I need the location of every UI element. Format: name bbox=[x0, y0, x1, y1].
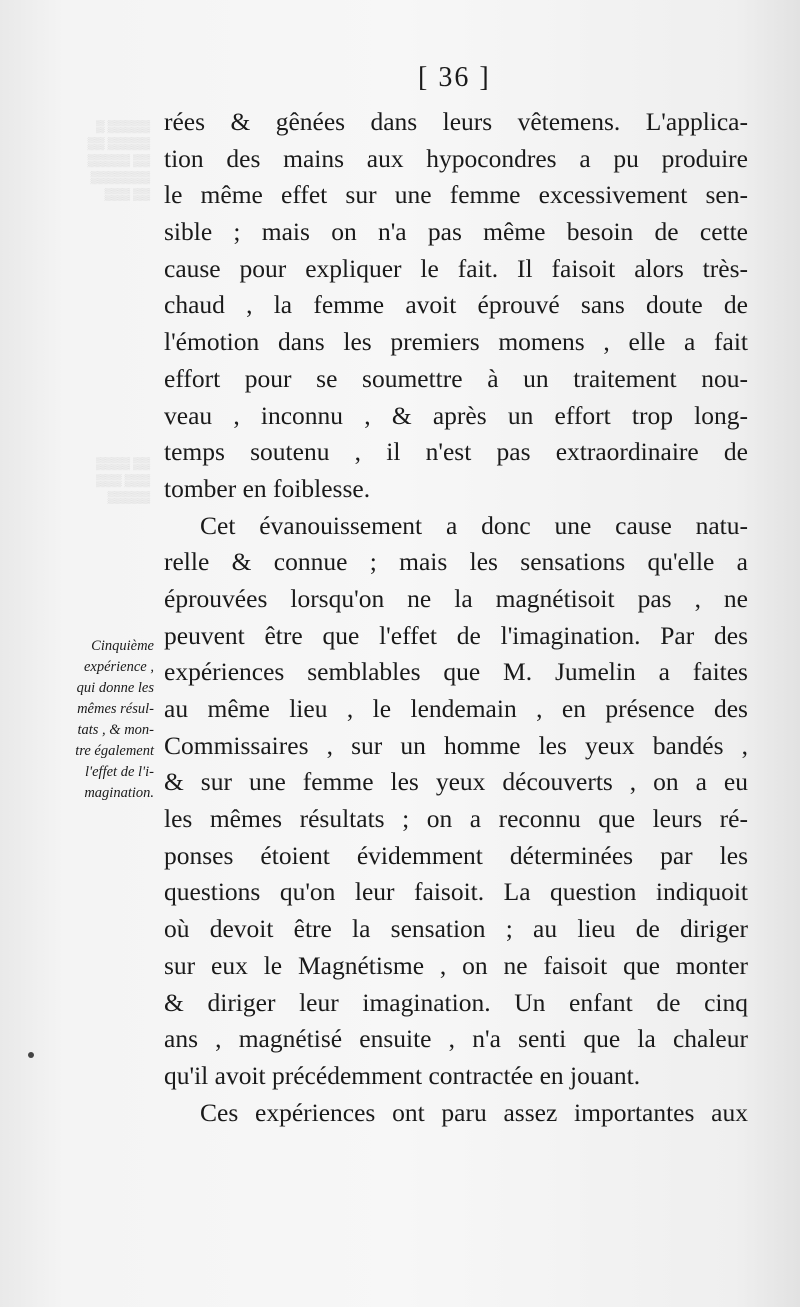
text-line: le même effet sur une femme excessivement sen- bbox=[164, 180, 748, 210]
text-line: effort pour se soumettre à un traitement nou- bbox=[164, 363, 748, 393]
text-line: peuvent être que l'effet de l'imagination. Par des bbox=[164, 620, 748, 650]
text-line: chaud , la femme avoit éprouvé sans doute de bbox=[164, 290, 748, 320]
text-line: Commissaires , sur un homme les yeux bandés , bbox=[164, 730, 748, 760]
text-line-paragraph-end: qu'il avoit précédemment contractée en jouant. bbox=[164, 1060, 641, 1090]
text-line: & diriger leur imagination. Un enfant de cinq bbox=[164, 987, 748, 1017]
margin-note bbox=[62, 636, 154, 804]
margin-note-line: magination. bbox=[84, 785, 154, 801]
text-line: sible ; mais on n'a pas même besoin de cette bbox=[164, 217, 748, 247]
text-line: l'émotion dans les premiers momens , elle a fait bbox=[164, 327, 748, 357]
text-line: ponses étoient évidemment déterminées par les bbox=[164, 840, 748, 870]
text-line: ans , magnétisé ensuite , n'a senti que la chaleur bbox=[164, 1024, 748, 1054]
margin-note-line: Cinquième bbox=[91, 638, 154, 654]
text-line: expériences semblables que M. Jumelin a faites bbox=[164, 657, 748, 687]
ink-spot bbox=[28, 1052, 34, 1058]
margin-note-line: tats , & mon- bbox=[77, 722, 154, 738]
text-line: où devoit être la sensation ; au lieu de diriger bbox=[164, 914, 748, 944]
bleed-through-text: ▒▒▒▒ ▒▒ ▒▒▒ ▒▒▒ ▒▒▒▒▒ bbox=[95, 456, 150, 504]
margin-note-line: expérience , bbox=[83, 659, 154, 675]
text-line: & sur une femme les yeux découverts , on a eu bbox=[164, 767, 748, 797]
text-line: tion des mains aux hypocondres a pu produire bbox=[164, 143, 748, 173]
text-line: questions qu'on leur faisoit. La question indiquoit bbox=[164, 877, 748, 907]
text-line: veau , inconnu , & après un effort trop long- bbox=[164, 400, 748, 430]
text-line: au même lieu , le lendemain , en présence des bbox=[164, 694, 748, 723]
margin-note-line: qui donne les bbox=[76, 680, 154, 696]
page-number: [ 36 ] bbox=[418, 62, 491, 93]
margin-note-line: tre également bbox=[75, 743, 154, 759]
text-line: relle & connue ; mais les sensations qu'elle a bbox=[164, 547, 748, 577]
text-line-paragraph-start: Cet évanouissement a donc une cause natu- bbox=[200, 510, 748, 540]
text-line: cause pour expliquer le fait. Il faisoit alors très- bbox=[164, 253, 748, 283]
margin-note-line: l'effet de l'i- bbox=[84, 764, 154, 780]
bleed-through-text: ▒ ▒▒▒▒▒ ▒▒ ▒▒▒▒▒ ▒▒▒▒▒ ▒▒ ▒▒▒▒▒▒▒ ▒▒▒ ▒▒ bbox=[87, 119, 150, 201]
text-line: rées & gênées dans leurs vêtemens. L'applica- bbox=[164, 107, 748, 136]
text-line-paragraph-start: Ces expériences ont paru assez importantes aux bbox=[200, 1097, 748, 1127]
body-text bbox=[164, 104, 748, 1131]
text-line: temps soutenu , il n'est pas extraordinaire de bbox=[164, 437, 748, 467]
text-line: les mêmes résultats ; on a reconnu que leurs ré- bbox=[164, 804, 748, 834]
text-line-paragraph-end: tomber en foiblesse. bbox=[164, 473, 371, 503]
text-line: sur eux le Magnétisme , on ne faisoit que monter bbox=[164, 950, 748, 980]
margin-note-line: mêmes résul- bbox=[77, 701, 154, 717]
text-line: éprouvées lorsqu'on ne la magnétisoit pas , ne bbox=[164, 583, 748, 613]
